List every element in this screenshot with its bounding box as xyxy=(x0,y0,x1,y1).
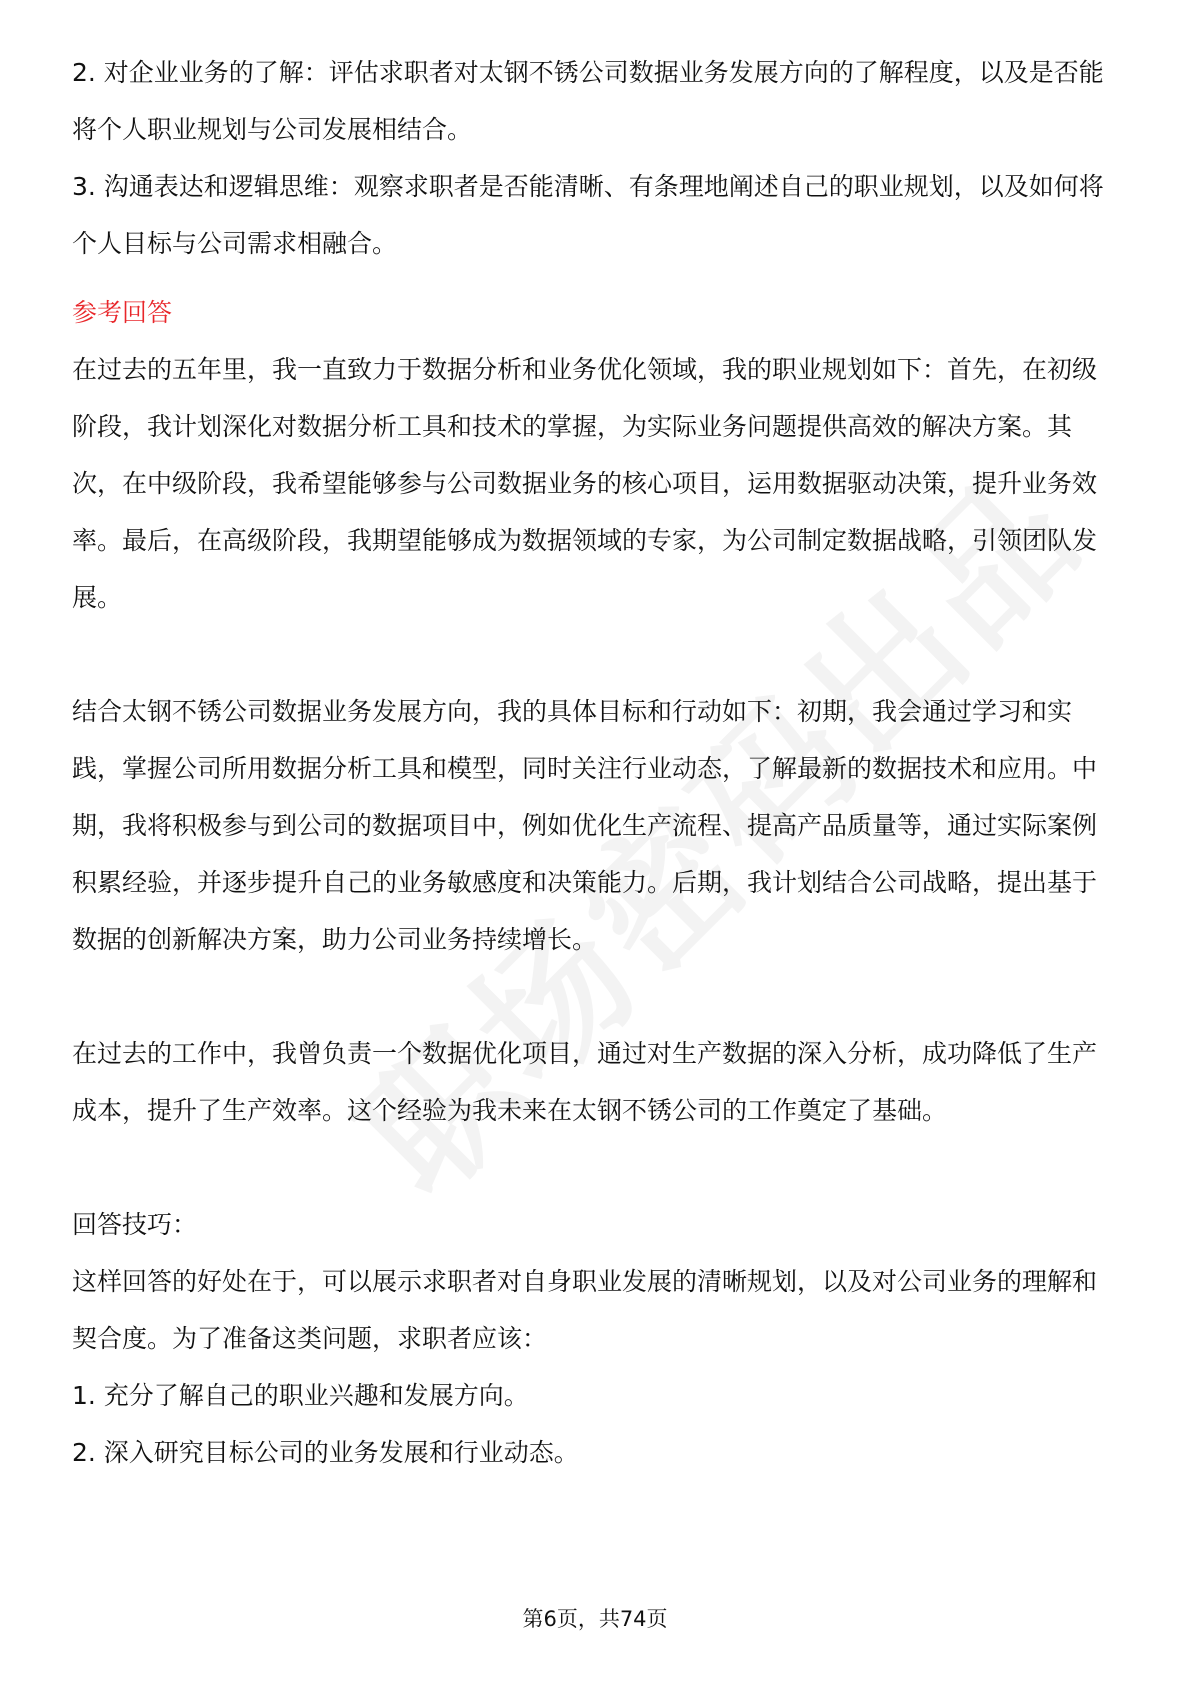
section-heading-reference-answer: 参考回答 xyxy=(72,298,173,327)
answer-paragraph-1: 在过去的五年里，我一直致力于数据分析和业务优化领域，我的职业规划如下：首先，在初级阶段，我计划深化对数据分析工具和技术的掌握，为实际业务问题提供高效的解决方案。其次，在中级阶段，我希望能够参与公司数据业务的核心项目，运用数据驱动决策，提升业务效率。最后，在高级阶段，我期望能够成为数据领域的专家，为公司制定数据战略，引领团队发展。 xyxy=(72,355,1098,612)
tips-item-2: 2. 深入研究目标公司的业务发展和行业动态。 xyxy=(72,1438,579,1467)
answer-paragraph-2: 结合太钢不锈公司数据业务发展方向，我的具体目标和行动如下：初期，我会通过学习和实践，掌握公司所用数据分析工具和模型，同时关注行业动态，了解最新的数据技术和应用。中期，我将积极参与到公司的数据项目中，例如优化生产流程、提高产品质量等，通过实际案例积累经验，并逐步提升自己的业务敏感度和决策能力。后期，我计划结合公司战略，提出基于数据的创新解决方案，助力公司业务持续增长。 xyxy=(72,697,1098,954)
page-number: 第6页，共74页 xyxy=(522,1607,668,1631)
answer-paragraph-3: 在过去的工作中，我曾负责一个数据优化项目，通过对生产数据的深入分析，成功降低了生产成本，提升了生产效率。这个经验为我未来在太钢不锈公司的工作奠定了基础。 xyxy=(72,1039,1098,1125)
tips-intro: 这样回答的好处在于，可以展示求职者对自身职业发展的清晰规划，以及对公司业务的理解和契合度。为了准备这类问题，求职者应该： xyxy=(72,1267,1098,1353)
criterion-business-understanding: 2. 对企业业务的了解：评估求职者对太钢不锈公司数据业务发展方向的了解程度，以及是否能将个人职业规划与公司发展相结合。 xyxy=(72,58,1104,144)
tips-item-1: 1. 充分了解自己的职业兴趣和发展方向。 xyxy=(72,1381,529,1410)
tips-heading: 回答技巧： xyxy=(72,1210,198,1239)
document-body xyxy=(72,44,1118,1481)
paragraph-spacer xyxy=(72,1139,1118,1196)
paragraph-spacer xyxy=(72,968,1118,1025)
criterion-communication: 3. 沟通表达和逻辑思维：观察求职者是否能清晰、有条理地阐述自己的职业规划，以及如何将个人目标与公司需求相融合。 xyxy=(72,172,1104,258)
paragraph-spacer xyxy=(72,626,1118,683)
